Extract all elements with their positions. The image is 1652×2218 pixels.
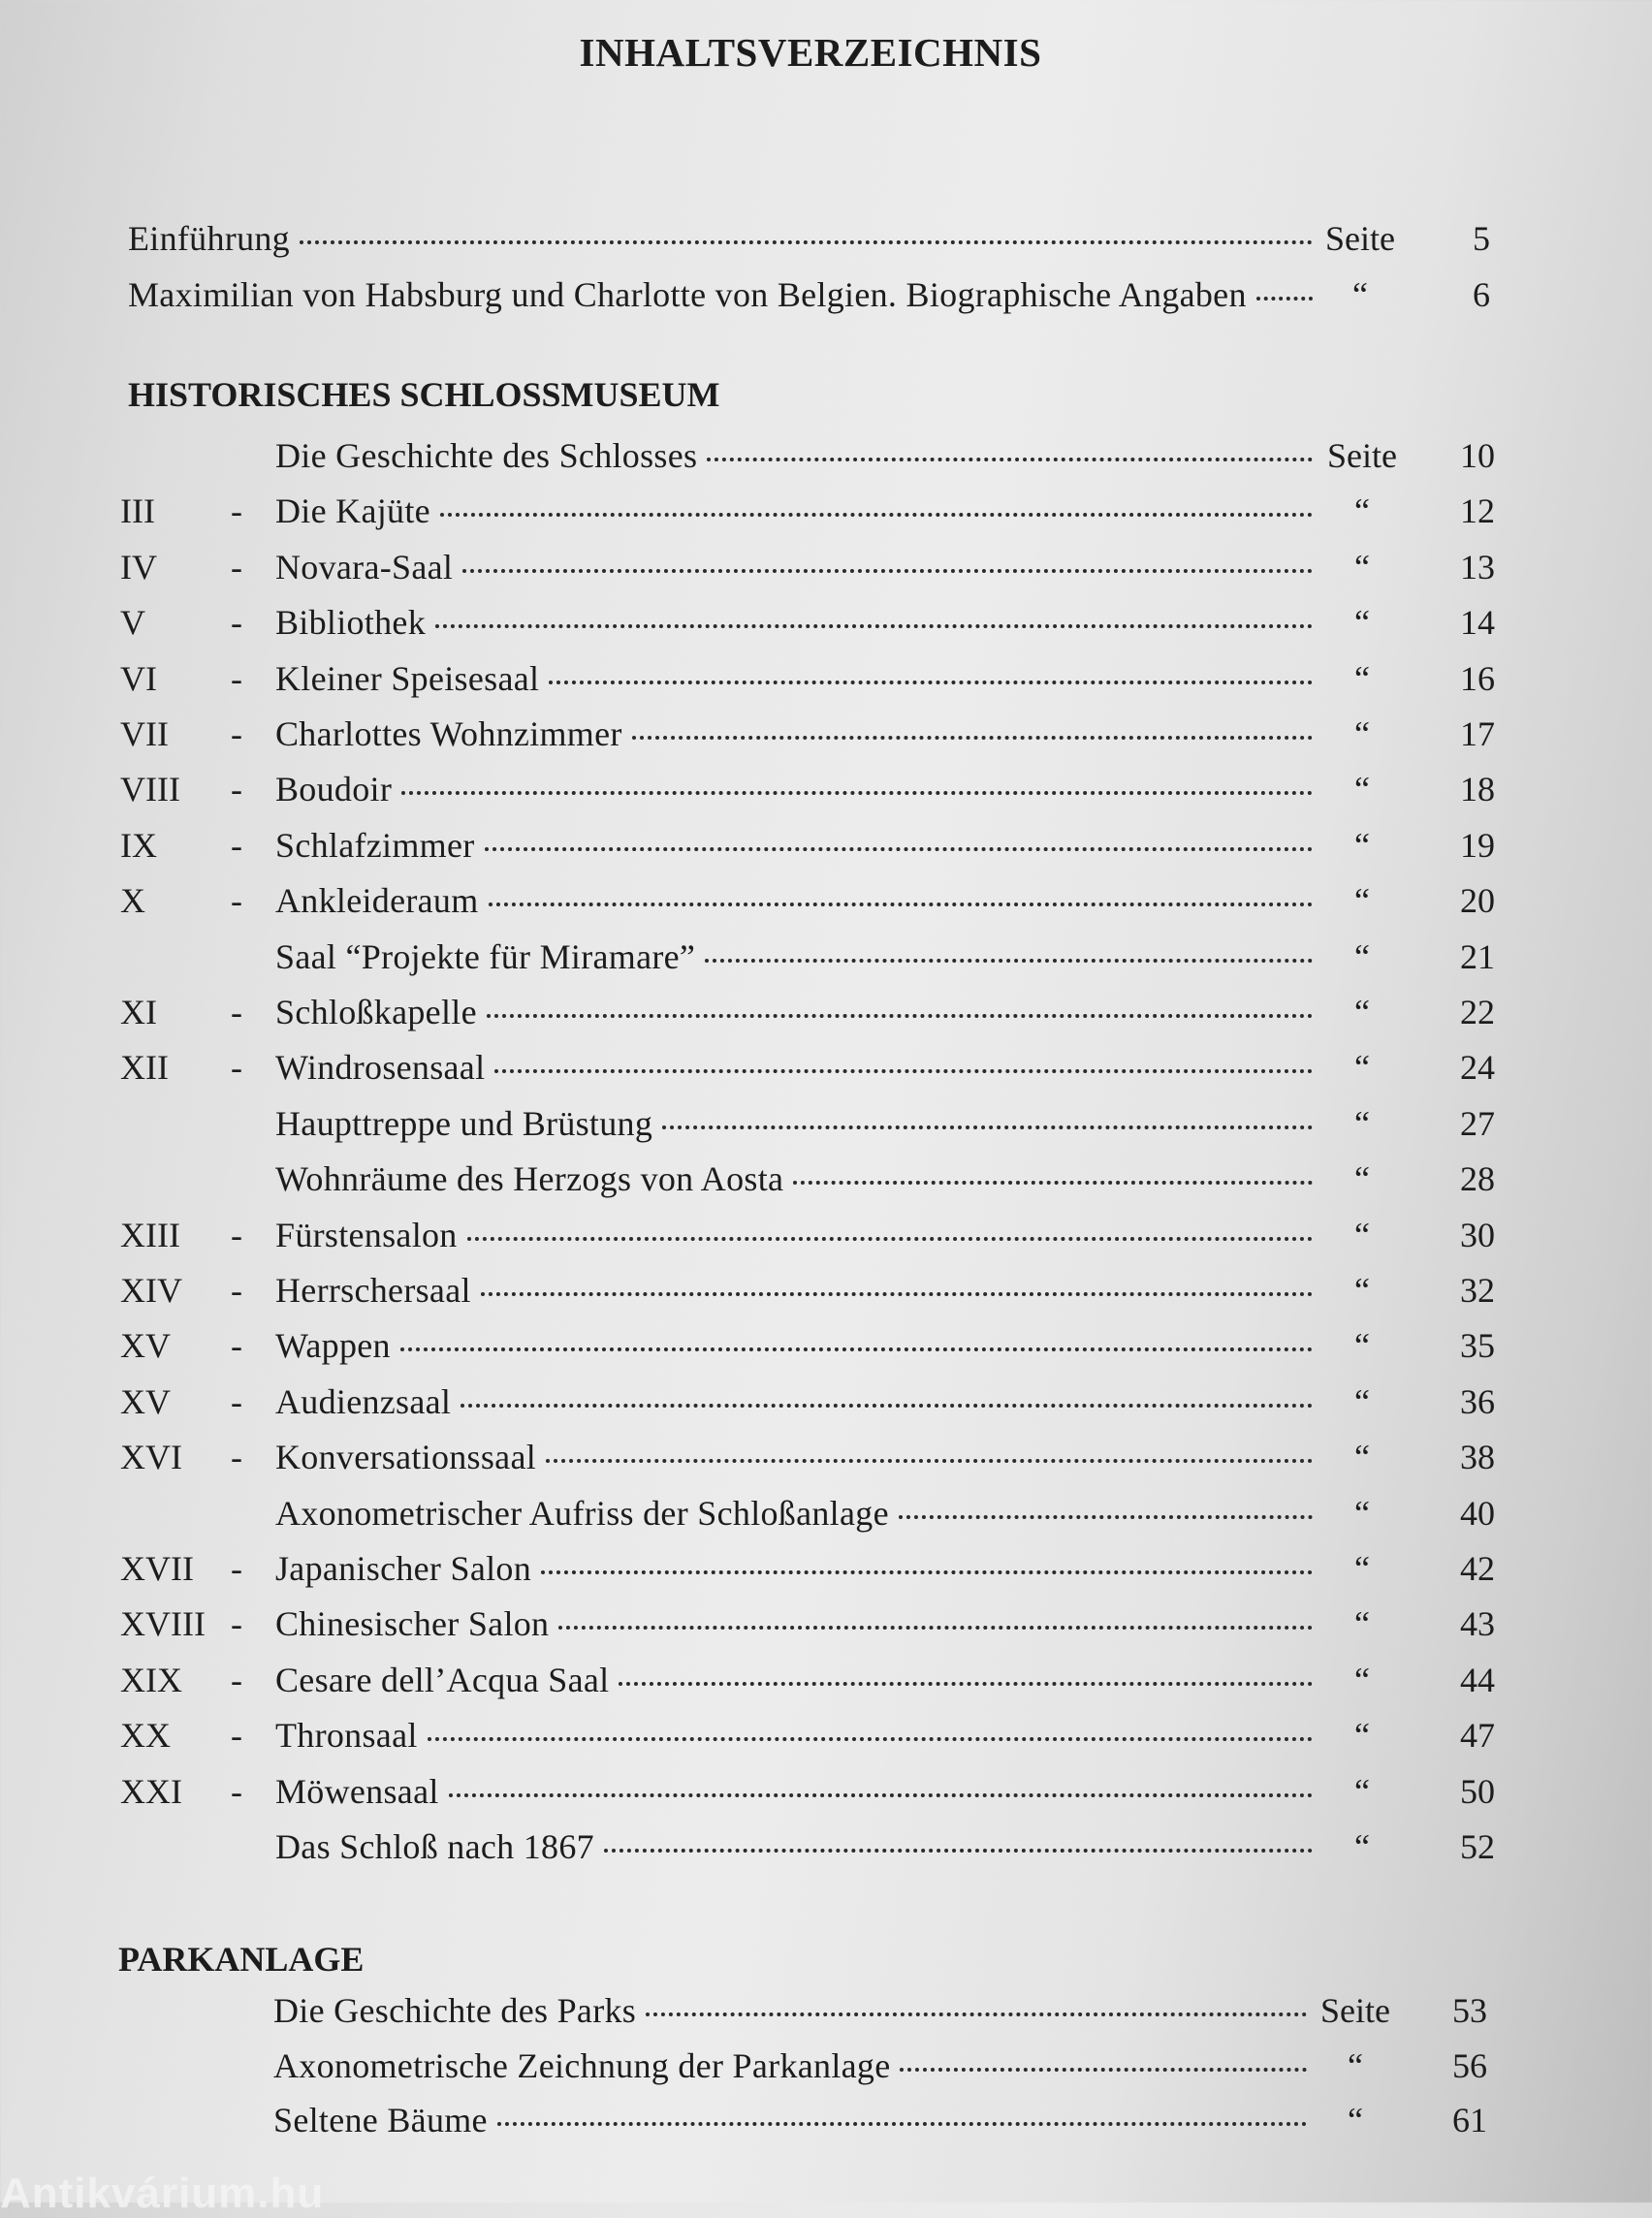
toc-entry [120, 1599, 1516, 1649]
entry-title: Audienzsaal [275, 1381, 452, 1421]
entry-title: Wohnräume des Herzogs von Aosta [275, 1159, 784, 1199]
entry-page-number: 17 [1460, 714, 1495, 753]
entry-seite-label: “ [1354, 1549, 1370, 1588]
watermark: Antikvárium.hu [0, 2170, 325, 2217]
entry-dash: - [231, 1660, 242, 1699]
entry-page-number: 36 [1460, 1381, 1495, 1421]
entry-page-number: 16 [1460, 658, 1495, 698]
dot-leader [707, 458, 1313, 461]
section-heading: HISTORISCHES SCHLOSSMUSEUM [128, 375, 720, 414]
entry-page-number: 27 [1460, 1103, 1495, 1143]
entry-title-with-leader [273, 1985, 1307, 2036]
entry-page-number: 12 [1460, 491, 1495, 531]
entry-page-number: 20 [1460, 881, 1495, 921]
toc-entry [120, 875, 1516, 926]
toc-entry [120, 820, 1516, 871]
entry-dash: - [231, 1048, 242, 1088]
dot-leader [541, 1570, 1313, 1574]
entry-roman-numeral: IV [120, 547, 157, 586]
dot-leader [300, 240, 1313, 244]
entry-dash: - [231, 547, 242, 586]
entry-seite-label: “ [1354, 1381, 1370, 1421]
entry-title-with-leader [275, 1377, 1313, 1427]
toc-entry [120, 1432, 1516, 1482]
entry-title: Seltene Bäume [273, 2101, 488, 2139]
toc-entry [120, 1655, 1516, 1705]
entry-title-with-leader [275, 1822, 1313, 1872]
entry-roman-numeral: III [120, 491, 155, 531]
entry-page-number: 61 [1452, 2101, 1487, 2139]
entry-dash: - [231, 491, 242, 531]
entry-seite-label: “ [1354, 1716, 1370, 1756]
entry-title: Haupttreppe und Brüstung [275, 1103, 653, 1143]
entry-seite-label: “ [1354, 1493, 1370, 1533]
toc-entry [120, 1543, 1516, 1594]
entry-seite-label: “ [1354, 1271, 1370, 1310]
entry-seite-label: “ [1354, 1438, 1370, 1477]
entry-seite-label: “ [1354, 881, 1370, 921]
entry-title-with-leader [275, 597, 1313, 648]
entry-title: Thronsaal [275, 1716, 418, 1756]
dot-leader [619, 1682, 1313, 1686]
entry-title: Axonometrische Zeichnung der Parkanlage [273, 2045, 891, 2085]
entry-page-number: 14 [1460, 603, 1495, 643]
entry-page-number: 38 [1460, 1438, 1495, 1477]
entry-title-with-leader [275, 1488, 1313, 1538]
toc-entry [128, 213, 1505, 264]
dot-leader [487, 1014, 1313, 1018]
dot-leader [494, 1069, 1313, 1073]
entry-title: Charlottes Wohnzimmer [275, 714, 622, 753]
entry-page-number: 43 [1460, 1604, 1495, 1644]
entry-title-with-leader [275, 1042, 1313, 1093]
dot-leader [481, 1292, 1313, 1296]
toc-entry [120, 430, 1516, 481]
toc-entry [120, 1377, 1516, 1427]
toc-entry [120, 1154, 1516, 1204]
dot-leader [899, 1515, 1313, 1519]
entry-roman-numeral: XIX [120, 1660, 182, 1699]
entry-title-with-leader [275, 1543, 1313, 1594]
entry-page-number: 10 [1460, 436, 1495, 475]
entry-seite-label: “ [1354, 658, 1370, 698]
entry-dash: - [231, 1549, 242, 1588]
entry-seite-label: “ [1354, 1326, 1370, 1366]
entry-seite-label: “ [1354, 1604, 1370, 1644]
entry-title: Einführung [128, 219, 290, 258]
entry-title-with-leader [275, 987, 1313, 1037]
entry-title-with-leader [275, 1599, 1313, 1649]
dot-leader [462, 569, 1313, 573]
entry-seite-label: “ [1354, 1771, 1370, 1811]
entry-title-with-leader [275, 820, 1313, 871]
dot-leader [449, 1793, 1313, 1797]
entry-title-with-leader [273, 2041, 1307, 2091]
entry-title-with-leader [275, 875, 1313, 926]
entry-dash: - [231, 1716, 242, 1756]
dot-leader [662, 1125, 1313, 1129]
entry-roman-numeral: V [120, 603, 145, 643]
entry-dash: - [231, 1215, 242, 1254]
dot-leader [632, 736, 1313, 740]
entry-page-number: 52 [1460, 1827, 1495, 1866]
entry-title: Schloßkapelle [275, 993, 477, 1031]
toc-entry [120, 764, 1516, 814]
dot-leader [435, 624, 1313, 628]
toc-entry [118, 2095, 1514, 2145]
section-heading: PARKANLAGE [118, 1940, 365, 1979]
entry-title: Möwensaal [275, 1771, 439, 1811]
toc-entry [120, 486, 1516, 536]
dot-leader [467, 1237, 1313, 1241]
entry-title-with-leader [275, 1766, 1313, 1817]
entry-page-number: 13 [1460, 547, 1495, 586]
entry-dash: - [231, 658, 242, 698]
entry-seite-label: Seite [1327, 436, 1397, 475]
toc-entry [120, 1488, 1516, 1538]
entry-title: Cesare dell’Acqua Saal [275, 1660, 610, 1699]
toc-entry [120, 1265, 1516, 1315]
toc-entry [128, 269, 1505, 320]
entry-dash: - [231, 770, 242, 809]
entry-page-number: 24 [1460, 1048, 1495, 1088]
entry-dash: - [231, 881, 242, 921]
entry-title-with-leader [275, 653, 1313, 704]
toc-entry [118, 2041, 1514, 2091]
entry-roman-numeral: XIV [120, 1271, 182, 1310]
entry-seite-label: “ [1354, 936, 1370, 976]
entry-title: Fürstensalon [275, 1215, 458, 1254]
page-title: INHALTSVERZEICHNIS [579, 30, 1042, 75]
dot-leader [549, 681, 1313, 684]
entry-page-number: 21 [1460, 936, 1495, 976]
toc-entry [120, 542, 1516, 592]
entry-roman-numeral: XXI [120, 1771, 182, 1811]
entry-seite-label: “ [1354, 825, 1370, 865]
dot-leader [1256, 297, 1313, 301]
entry-seite-label: “ [1354, 1103, 1370, 1143]
entry-seite-label: “ [1354, 603, 1370, 643]
entry-title-with-leader [275, 1655, 1313, 1705]
entry-title: Das Schloß nach 1867 [275, 1827, 594, 1866]
entry-page-number: 6 [1473, 275, 1490, 314]
dot-leader [461, 1404, 1313, 1408]
entry-title-with-leader [128, 269, 1313, 320]
entry-dash: - [231, 603, 242, 643]
entry-roman-numeral: VII [120, 714, 169, 753]
dot-leader [440, 513, 1313, 517]
entry-seite-label: “ [1354, 547, 1370, 586]
entry-roman-numeral: XII [120, 1048, 169, 1088]
toc-entry [120, 932, 1516, 982]
entry-page-number: 19 [1460, 825, 1495, 865]
dot-leader [558, 1626, 1313, 1630]
entry-roman-numeral: XV [120, 1381, 171, 1421]
dot-leader [400, 1347, 1313, 1351]
entry-title-with-leader [275, 709, 1313, 759]
entry-dash: - [231, 1326, 242, 1366]
entry-dash: - [231, 825, 242, 865]
entry-seite-label: “ [1354, 1159, 1370, 1199]
dot-leader [497, 2122, 1307, 2126]
entry-title-with-leader [275, 1098, 1313, 1149]
entry-seite-label: “ [1354, 1827, 1370, 1866]
entry-roman-numeral: XVIII [120, 1604, 206, 1644]
entry-dash: - [231, 1271, 242, 1310]
entry-page-number: 5 [1473, 219, 1490, 258]
entry-seite-label: “ [1354, 1660, 1370, 1699]
entry-roman-numeral: XV [120, 1326, 171, 1366]
entry-seite-label: “ [1354, 993, 1370, 1031]
entry-seite-label: “ [1348, 2045, 1363, 2085]
toc-entry [120, 1822, 1516, 1872]
toc-entry [120, 1320, 1516, 1371]
entry-dash: - [231, 714, 242, 753]
entry-page-number: 42 [1460, 1549, 1495, 1588]
entry-page-number: 44 [1460, 1660, 1495, 1699]
entry-page-number: 40 [1460, 1493, 1495, 1533]
entry-seite-label: Seite [1320, 1991, 1390, 2030]
dot-leader [646, 2012, 1307, 2016]
entry-roman-numeral: VI [120, 658, 157, 698]
entry-seite-label: “ [1354, 491, 1370, 531]
entry-title: Konversationssaal [275, 1438, 537, 1477]
entry-page-number: 35 [1460, 1326, 1495, 1366]
dot-leader [485, 847, 1313, 851]
entry-title-with-leader [275, 1320, 1313, 1371]
entry-title: Maximilian von Habsburg und Charlotte von Belgien. Biographische Angaben [128, 275, 1247, 314]
entry-seite-label: “ [1348, 2101, 1363, 2139]
entry-dash: - [231, 1604, 242, 1644]
entry-title: Chinesischer Salon [275, 1604, 550, 1644]
entry-title: Saal “Projekte für Miramare” [275, 936, 696, 976]
entry-roman-numeral: IX [120, 825, 157, 865]
entry-title: Kleiner Speisesaal [275, 658, 540, 698]
toc-entry [120, 709, 1516, 759]
toc-entry [120, 653, 1516, 704]
entry-seite-label: “ [1352, 275, 1368, 314]
entry-title-with-leader [275, 430, 1313, 481]
entry-title: Herrschersaal [275, 1271, 471, 1310]
entry-roman-numeral: XVI [120, 1438, 182, 1477]
entry-title-with-leader [128, 213, 1313, 264]
entry-title: Wappen [275, 1326, 391, 1366]
entry-seite-label: “ [1354, 1215, 1370, 1254]
dot-leader [546, 1459, 1313, 1463]
toc-entry [120, 1210, 1516, 1260]
toc-entry [120, 987, 1516, 1037]
entry-title: Schlafzimmer [275, 825, 475, 865]
entry-page-number: 50 [1460, 1771, 1495, 1811]
entry-roman-numeral: XIII [120, 1215, 180, 1254]
entry-title: Ankleideraum [275, 881, 479, 921]
entry-page-number: 32 [1460, 1271, 1495, 1310]
entry-seite-label: Seite [1325, 219, 1395, 258]
entry-seite-label: “ [1354, 714, 1370, 753]
entry-page-number: 28 [1460, 1159, 1495, 1199]
dot-leader [489, 903, 1313, 906]
entry-title-with-leader [275, 1210, 1313, 1260]
entry-roman-numeral: VIII [120, 770, 180, 809]
toc-entry [120, 1766, 1516, 1817]
entry-title-with-leader [275, 1154, 1313, 1204]
entry-dash: - [231, 1438, 242, 1477]
entry-page-number: 47 [1460, 1716, 1495, 1756]
entry-title-with-leader [275, 486, 1313, 536]
entry-dash: - [231, 1381, 242, 1421]
entry-title: Windrosensaal [275, 1048, 486, 1088]
entry-title: Die Geschichte des Schlosses [275, 436, 698, 475]
entry-dash: - [231, 993, 242, 1031]
entry-title-with-leader [273, 2095, 1307, 2145]
toc-entry [120, 597, 1516, 648]
entry-title-with-leader [275, 932, 1313, 982]
entry-page-number: 56 [1452, 2045, 1487, 2085]
entry-page-number: 22 [1460, 993, 1495, 1031]
entry-title-with-leader [275, 764, 1313, 814]
entry-title-with-leader [275, 1265, 1313, 1315]
entry-title-with-leader [275, 542, 1313, 592]
entry-title-with-leader [275, 1710, 1313, 1760]
entry-page-number: 18 [1460, 770, 1495, 809]
entry-title: Bibliothek [275, 603, 426, 643]
entry-seite-label: “ [1354, 770, 1370, 809]
dot-leader [900, 2068, 1307, 2072]
entry-roman-numeral: XI [120, 993, 157, 1031]
dot-leader [604, 1849, 1313, 1853]
entry-title-with-leader [275, 1432, 1313, 1482]
entry-title: Japanischer Salon [275, 1549, 532, 1588]
toc-entry [120, 1710, 1516, 1760]
entry-title: Novara-Saal [275, 547, 454, 586]
toc-entry [120, 1098, 1516, 1149]
entry-dash: - [231, 1771, 242, 1811]
toc-entry [118, 1985, 1514, 2036]
dot-leader [793, 1181, 1313, 1185]
entry-title: Axonometrischer Aufriss der Schloßanlage [275, 1493, 889, 1533]
entry-title: Die Kajüte [275, 491, 430, 531]
entry-roman-numeral: XX [120, 1716, 171, 1756]
dot-leader [428, 1737, 1313, 1741]
dot-leader [401, 791, 1313, 795]
entry-page-number: 53 [1452, 1991, 1487, 2030]
dot-leader [705, 959, 1313, 963]
entry-page-number: 30 [1460, 1215, 1495, 1254]
toc-entry [120, 1042, 1516, 1093]
entry-seite-label: “ [1354, 1048, 1370, 1088]
entry-roman-numeral: X [120, 881, 145, 921]
entry-roman-numeral: XVII [120, 1549, 194, 1588]
entry-title: Boudoir [275, 770, 393, 809]
entry-title: Die Geschichte des Parks [273, 1991, 637, 2030]
